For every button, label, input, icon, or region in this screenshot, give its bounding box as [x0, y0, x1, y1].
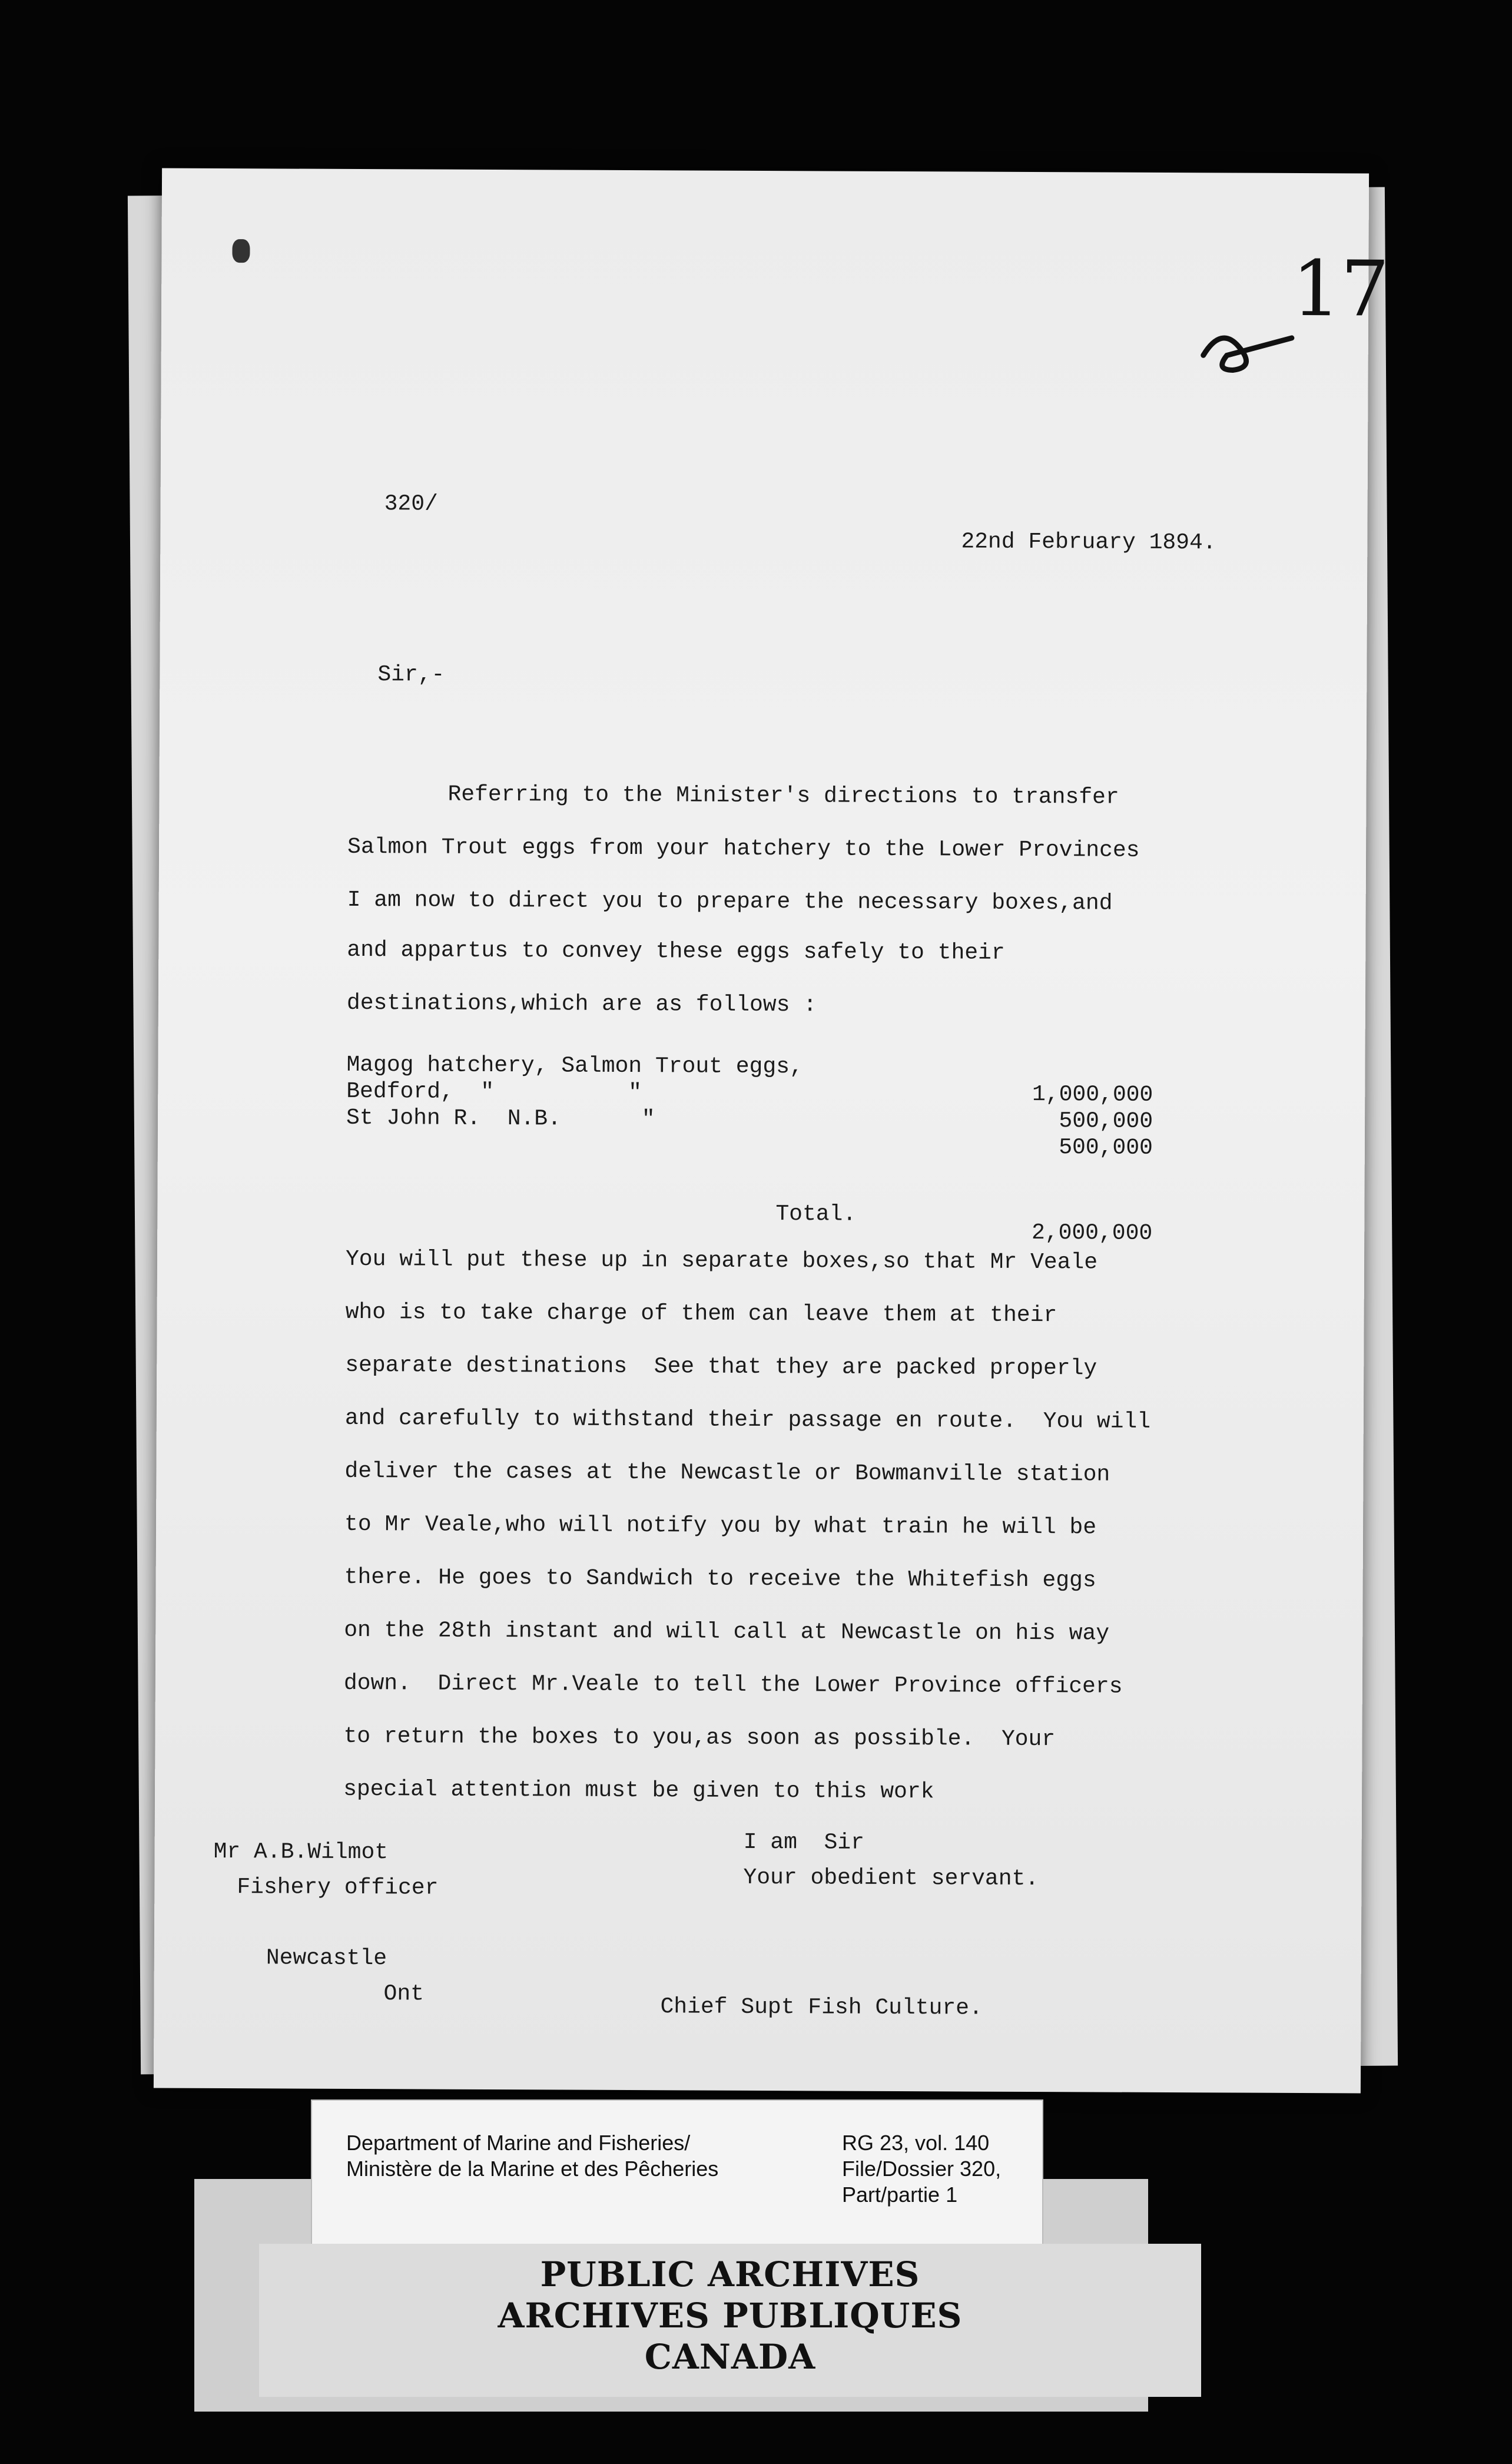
reference-line: File/Dossier 320, — [842, 2157, 1002, 2181]
allocation-label: St John R. N.B. " — [346, 1105, 655, 1132]
body-line: and appartus to convey these eggs safely to their — [347, 937, 1005, 966]
archive-stamp — [259, 2244, 1201, 2397]
total-value: 2,000,000 — [1031, 1220, 1153, 1246]
body-line: who is to take charge of them can leave them at their — [345, 1299, 1057, 1329]
total-label: Total. — [775, 1201, 857, 1227]
file-number: 320/ — [384, 491, 438, 517]
allocation-value: 500,000 — [1059, 1135, 1153, 1161]
letter-date: 22nd February 1894. — [961, 529, 1216, 556]
body-line: Salmon Trout eggs from your hatchery to the Lower Provinces — [347, 834, 1140, 863]
allocation-label: Bedford, " " — [346, 1078, 642, 1106]
archive-label — [311, 2099, 1043, 2246]
department-line: Ministère de la Marine et des Pêcheries — [346, 2157, 719, 2181]
margin-note: 17 — [1291, 243, 1390, 334]
reference-line: RG 23, vol. 140 — [842, 2131, 990, 2155]
body-line: separate destinations See that they are packed properly — [345, 1352, 1097, 1382]
body-line: to Mr Veale,who will notify you by what train he will be — [344, 1511, 1097, 1541]
department-line: Department of Marine and Fisheries/ — [346, 2131, 691, 2155]
punch-hole — [232, 239, 250, 263]
address-city: Newcastle — [266, 1945, 387, 1972]
salutation: Sir,- — [377, 662, 445, 688]
body-line: down. Direct Mr.Veale to tell the Lower Province officers — [343, 1670, 1123, 1700]
address-province: Ont — [383, 1981, 425, 2007]
allocation-label: Magog hatchery, Salmon Trout eggs, — [346, 1052, 803, 1080]
department-name — [346, 2130, 718, 2182]
body-line: destinations,which are as follows : — [346, 990, 817, 1018]
body-line: special attention must be given to this work — [343, 1776, 934, 1805]
body-line: there. He goes to Sandwich to receive the Whitefish eggs — [344, 1564, 1096, 1594]
closing-line: Your obedient servant. — [743, 1864, 1039, 1892]
stamp-line: CANADA — [644, 2337, 816, 2377]
body-line: on the 28th instant and will call at Newcastle on his way — [344, 1617, 1110, 1647]
archive-reference — [842, 2130, 1001, 2208]
addressee-title: Fishery officer — [237, 1875, 439, 1901]
body-line: I am now to direct you to prepare the necessary boxes,and — [347, 887, 1113, 916]
body-line: You will put these up in separate boxes,so that Mr Veale — [345, 1246, 1098, 1276]
letter-page — [154, 168, 1390, 2094]
reference-line: Part/partie 1 — [842, 2183, 958, 2207]
handwritten-mark-icon — [1198, 314, 1298, 379]
body-line: deliver the cases at the Newcastle or Bowmanville station — [344, 1458, 1110, 1488]
signature-title: Chief Supt Fish Culture. — [660, 1994, 983, 2021]
addressee-name: Mr A.B.Wilmot — [213, 1839, 389, 1866]
body-line: and carefully to withstand their passage en route. You will — [344, 1405, 1151, 1435]
closing-line: I am Sir — [743, 1829, 865, 1856]
allocation-value: 1,000,000 — [1032, 1082, 1153, 1108]
stamp-line: ARCHIVES PUBLIQUES — [498, 2296, 963, 2336]
allocation-value: 500,000 — [1059, 1108, 1153, 1134]
body-line: Referring to the Minister's directions to transfer — [447, 781, 1119, 810]
stamp-line: PUBLIC ARCHIVES — [540, 2254, 920, 2294]
body-line: to return the boxes to you,as soon as possible. Your — [343, 1723, 1056, 1753]
